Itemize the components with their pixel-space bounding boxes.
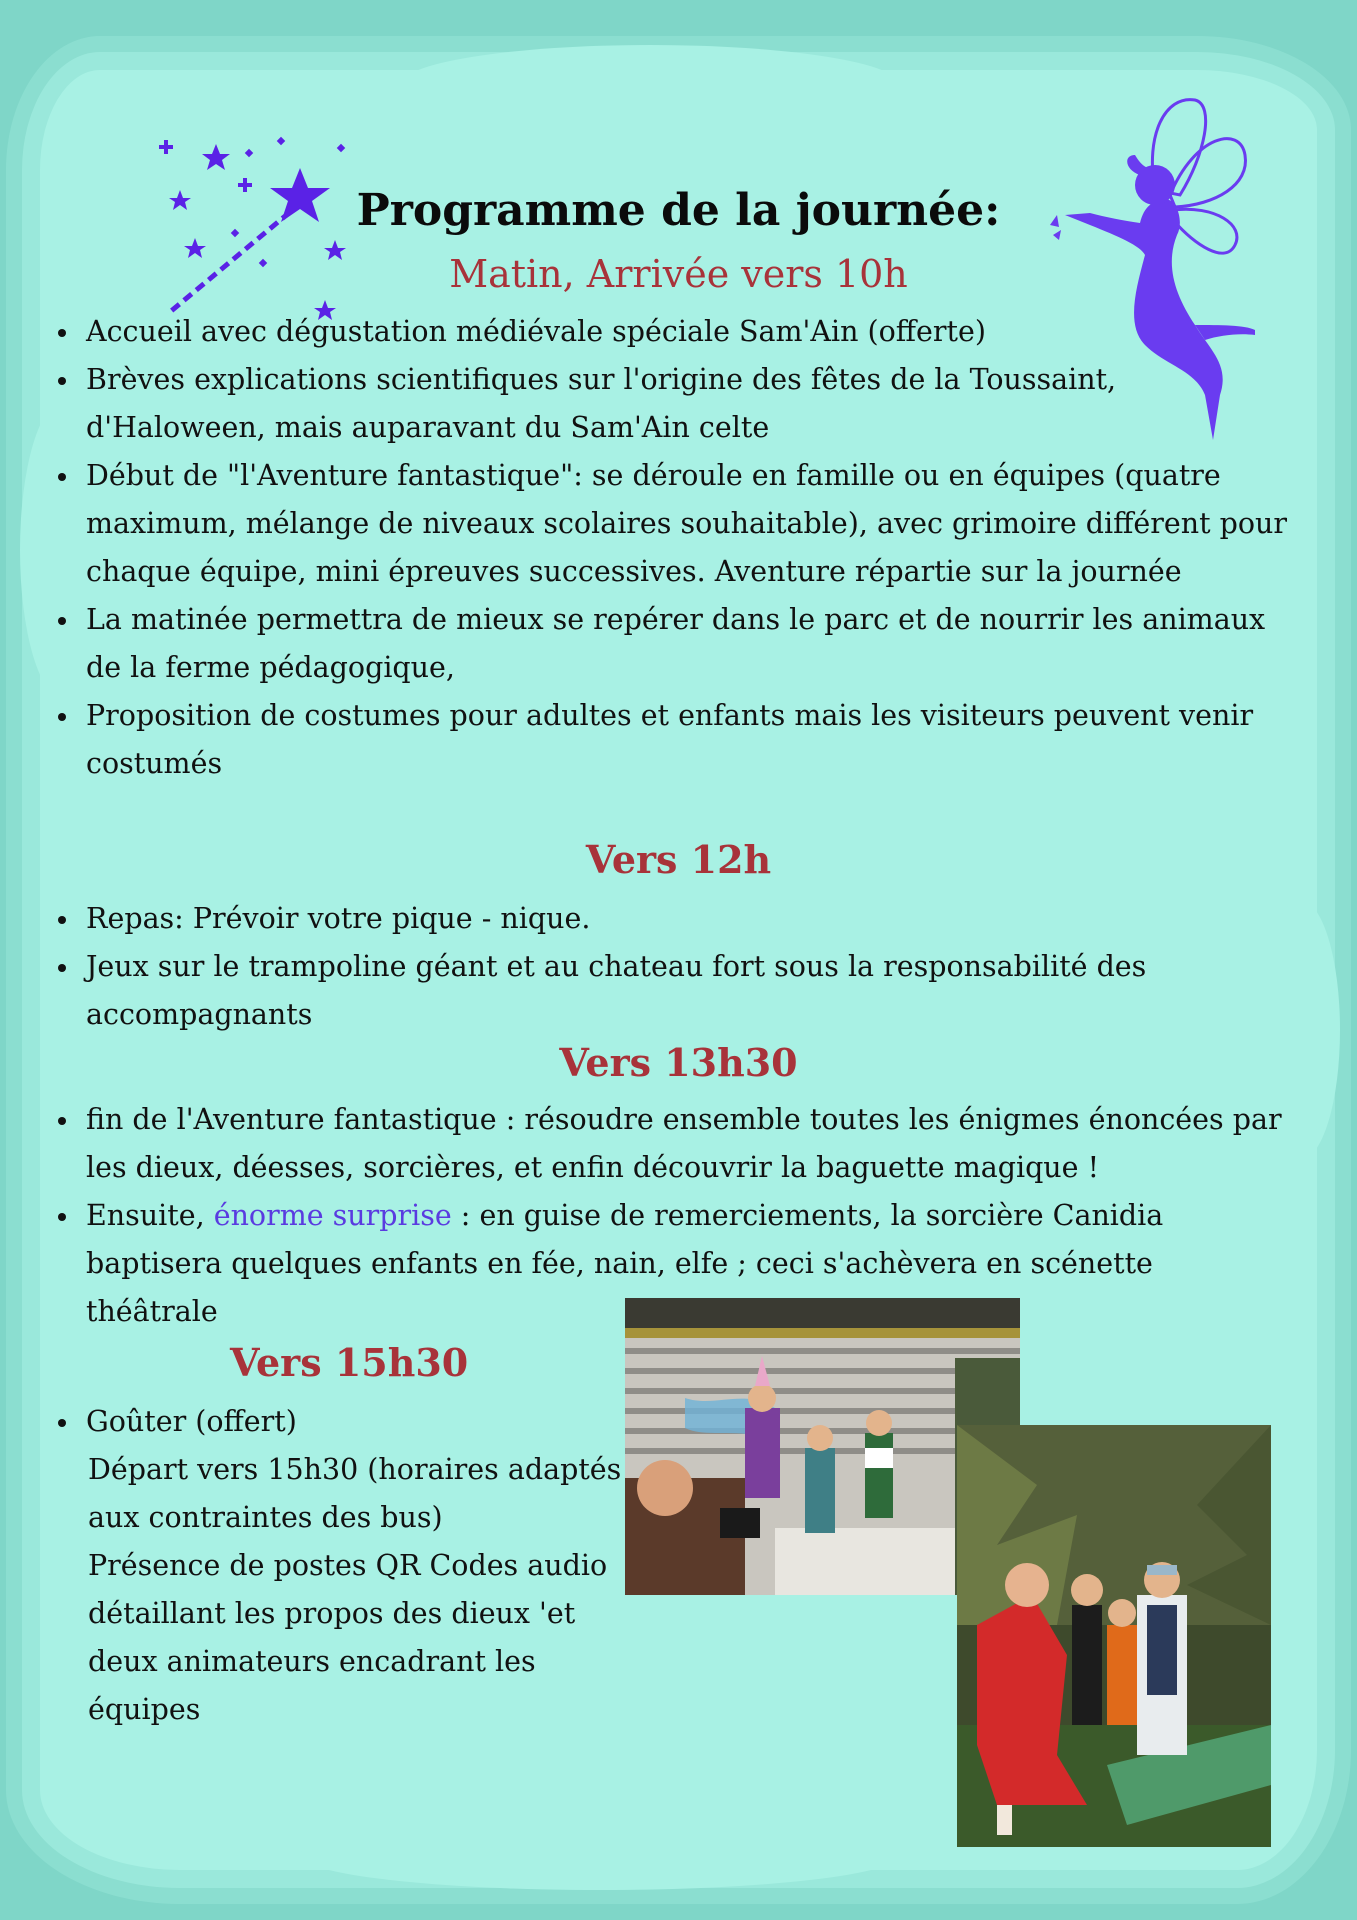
list-item-text: : en guise de remerciements, la sorcière Canidia baptisera quelques enfants en fée, nain, elfe ; ceci s'achèvera en scénette théâtrale — [86, 1199, 1164, 1328]
photo-children-in-garden — [957, 1425, 1271, 1847]
list-item: fin de l'Aventure fantastique : résoudre ensemble toutes les énigmes énoncées par les dieux, déesses, sorcières, et enfin découvrir la baguette magique ! — [58, 1096, 1298, 1192]
section-heading-noon: Vers 12h — [585, 837, 772, 882]
qr-codes-note: Présence de postes QR Codes audio détaillant les propos des dieux 'et deux animateurs encadrant les équipes — [88, 1549, 608, 1726]
list-item-text: Ensuite, — [86, 1199, 214, 1232]
section-heading-afternoon: Vers 13h30 — [559, 1040, 798, 1085]
surprise-highlight: énorme surprise — [213, 1199, 452, 1232]
departure-note: Départ vers 15h30 (horaires adaptés aux contraintes des bus) — [88, 1453, 622, 1534]
list-item: Goûter (offert) — [58, 1398, 558, 1446]
paper-edge-blob — [400, 45, 900, 125]
list-item: Début de "l'Aventure fantastique": se déroule en famille ou en équipes (quatre maximum, mélange de niveaux scolaires souhaitable), avec grimoire différent pour chaque équipe, mini épreuves successives. Aventure répartie sur la journée — [58, 452, 1298, 596]
section-heading-late: Vers 15h30 — [230, 1340, 469, 1385]
list-item: Proposition de costumes pour adultes et enfants mais les visiteurs peuvent venir costumés — [58, 692, 1298, 788]
section-heading-morning: Matin, Arrivée vers 10h — [449, 252, 908, 296]
noon-list — [0, 895, 1298, 1039]
late-list — [0, 1398, 558, 1446]
morning-list — [0, 308, 1298, 788]
list-item: Jeux sur le trampoline géant et au chateau fort sous la responsabilité des accompagnants — [58, 943, 1298, 1039]
list-item: Brèves explications scientifiques sur l'origine des fêtes de la Toussaint, d'Haloween, mais auparavant du Sam'Ain celte — [58, 356, 1298, 452]
list-item: La matinée permettra de mieux se repérer dans le parc et de nourrir les animaux de la ferme pédagogique, — [58, 596, 1298, 692]
paper-edge-blob — [300, 1820, 900, 1890]
list-item: Repas: Prévoir votre pique - nique. — [58, 895, 1298, 943]
page-title: Programme de la journée: — [356, 185, 1001, 236]
list-item: Accueil avec dégustation médiévale spéciale Sam'Ain (offerte) — [58, 308, 1298, 356]
